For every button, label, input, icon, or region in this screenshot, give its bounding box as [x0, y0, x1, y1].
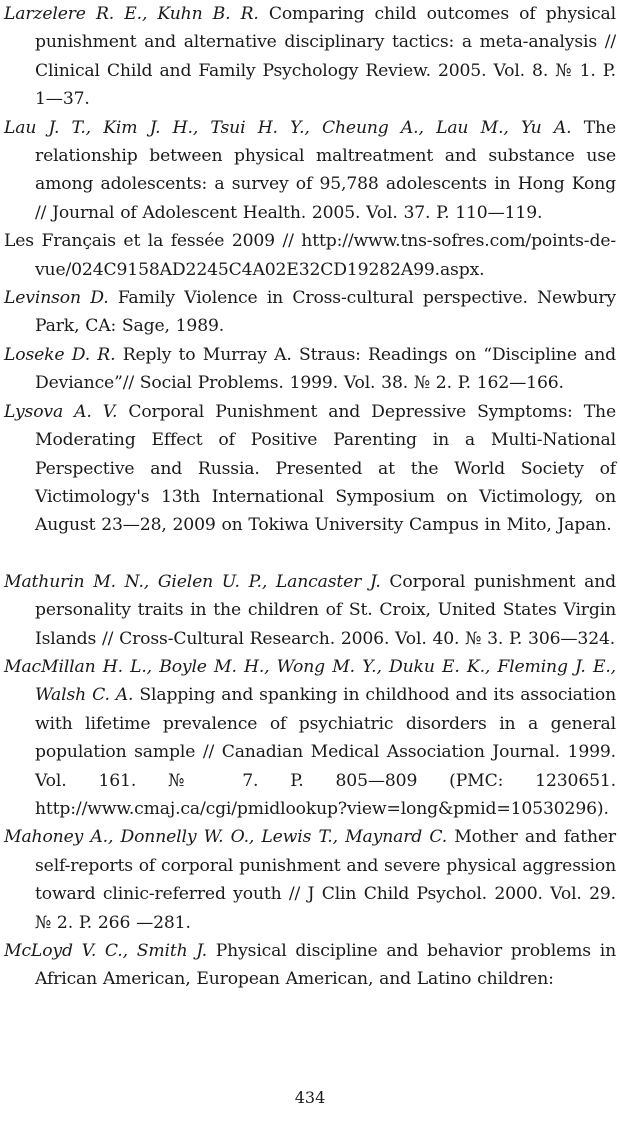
reference-item — [4, 0, 616, 114]
reference-authors: Mathurin M. N., Gielen U. P., Lancaster J. — [4, 571, 381, 592]
reference-item — [4, 653, 616, 823]
paragraph-gap — [4, 540, 616, 568]
reference-authors: Lau J. T., Kim J. H., Tsui H. Y., Cheung A., Lau M., Yu A. — [4, 117, 572, 138]
reference-text: Comparing child outcomes of physical punishment and alternative disciplinary tactics: a meta-analysis // Clinical Child and Family Psychology Review. 2005. Vol. 8. № 1. P. 1—37. — [35, 4, 616, 110]
reference-item — [4, 284, 616, 341]
reference-text: Corporal punishment and personality traits in the children of St. Croix, United States Virgin Islands // Cross-Cultural Research. 2006. Vol. 40. № 3. P. 306—324. — [35, 571, 617, 649]
reference-list — [4, 0, 616, 994]
reference-item — [4, 398, 616, 540]
reference-text: The relationship between physical maltreatment and substance use among adolescents: a survey of 95,788 adolescents in Hong Kong // Journal of Adolescent Health. 2005. Vol. 37. P. 110—119. — [35, 117, 616, 223]
page-number: 434 — [294, 1088, 326, 1107]
reference-text: Slapping and spanking in childhood and its association with lifetime prevalence of psychiatric disorders in a general population sample // Canadian Medical Association Journal. 1999. Vol. 161. № 7. P. 805—809 (PMC: 1230651. http://www.cmaj.ca/cgi/pmidlookup?view=long&pmid=10530296). — [35, 685, 616, 819]
reference-text: Family Violence in Cross-cultural perspective. Newbury Park, CA: Sage, 1989. — [35, 288, 616, 337]
reference-text: Corporal Punishment and Depressive Symptoms: The Moderating Effect of Positive Parenting in a Multi-National Perspective and Russia. Presented at the World Society of Victimology's 13th International Symposium on Victimology, on August 23—28, 2009 on Tokiwa University Campus in Mito, Japan. — [35, 401, 616, 536]
reference-item — [4, 227, 616, 284]
reference-text: Mother and father self-reports of corporal punishment and severe physical aggression toward clinic-referred youth // J Clin Child Psychol. 2000. Vol. 29. № 2. P. 266 —281. — [35, 827, 616, 933]
reference-authors: Levinson D. — [4, 288, 109, 309]
reference-authors: Lysova A. V. — [4, 401, 118, 422]
reference-text: Physical discipline and behavior problems in African American, European American, and Latino children: — [35, 941, 617, 990]
reference-text: Les Français et la fessée 2009 // http://www.tns-sofres.com/points-de-vue/024C9158AD2245C4A02E32CD19282A99.aspx. — [4, 231, 616, 280]
reference-authors: McLoyd V. C., Smith J. — [4, 941, 207, 961]
reference-authors: Larzelere R. E., Kuhn B. R. — [4, 4, 259, 24]
reference-item — [4, 114, 616, 228]
reference-item — [4, 823, 616, 937]
reference-item — [4, 937, 616, 994]
reference-authors: Mahoney A., Donnelly W. O., Lewis T., Maynard C. — [4, 827, 448, 848]
reference-text: Reply to Murray A. Straus: Readings on “Discipline and Deviance”// Social Problems. 1999. Vol. 38. № 2. P. 162—166. — [35, 344, 616, 394]
reference-authors: Loseke D. R. — [4, 344, 116, 365]
reference-authors: MacMillan H. L., Boyle M. H., Wong M. Y., Duku E. K., Fleming J. E., Walsh C. A. — [4, 656, 616, 706]
reference-item — [4, 341, 616, 398]
reference-item — [4, 568, 616, 653]
